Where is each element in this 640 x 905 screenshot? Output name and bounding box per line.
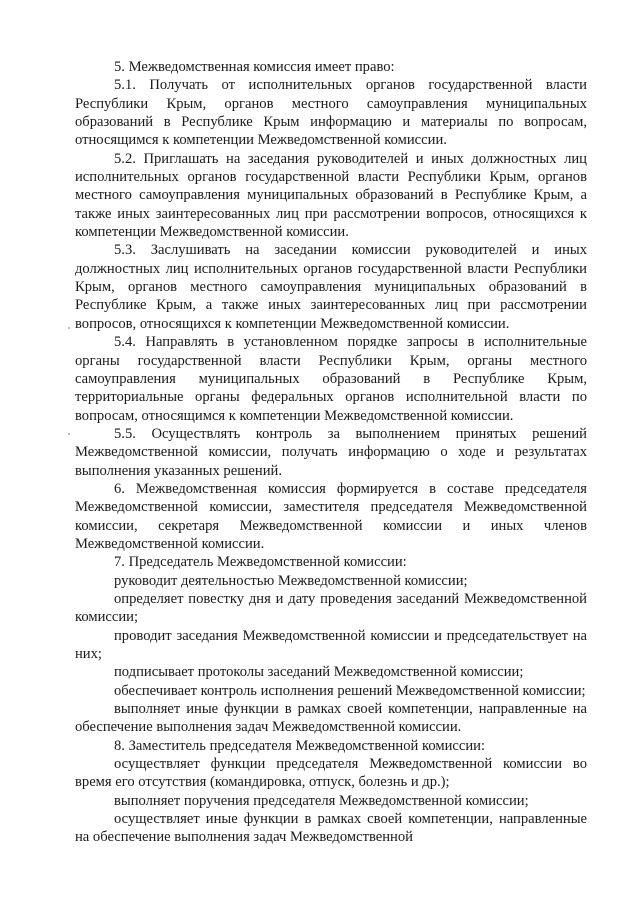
paragraph-7-item-4: подписывает протоколы заседаний Межведомственной комиссии; [114, 664, 524, 681]
paragraph-8-item-3: осуществляет иные функции в рамках своей компетенции, направленные на обеспечение выполнения задач Межведомственной [75, 811, 587, 846]
paragraph-6: 6. Межведомственная комиссия формируется в составе председателя Межведомственной комиссии, заместителя председателя Межведомственной комиссии, секретаря Межведомственной комиссии и иных членов Межведомственной комиссии. [75, 480, 587, 552]
paragraph-7: 7. Председатель Межведомственной комиссии: [114, 554, 407, 571]
paragraph-7-item-1: руководит деятельностью Межведомственной комиссии; [114, 572, 468, 589]
scan-dot [68, 433, 70, 435]
paragraph-5-2: 5.2. Приглашать на заседания руководителей и иных должностных лиц исполнительных органов государственной власти Республики Крым, органов местного самоуправления муниципальных образований в Республике Крым, а также иных заинтересованных лиц при рассмотрении вопросов, относящихся к компетенции Межведомственной комиссии. [75, 150, 587, 241]
paragraph-5-5: 5.5. Осуществлять контроль за выполнением принятых решений Межведомственной комиссии, получать информацию о ходе и результатах выполнения указанных решений. [75, 425, 587, 479]
paragraph-8-item-1: осуществляет функции председателя Межведомственной комиссии во время его отсутствия (командировка, отпуск, болезнь и др.); [75, 756, 587, 791]
scan-dot [68, 327, 70, 329]
paragraph-7-item-6: выполняет иные функции в рамках своей компетенции, направленные на обеспечение выполнения задач Межведомственной комиссии. [75, 701, 587, 736]
document-body [75, 58, 587, 847]
paragraph-8: 8. Заместитель председателя Межведомственной комиссии: [114, 737, 486, 754]
paragraph-5-3: 5.3. Заслушивать на заседании комиссии руководителей и иных должностных лиц исполнительных органов государственной власти Республики Крым, органов местного самоуправления муниципальных образований в Республике Крым, а также иных заинтересованных лиц при рассмотрении вопросов, относящихся к компетенции Межведомственной комиссии. [75, 242, 587, 332]
paragraph-7-item-5: обеспечивает контроль исполнения решений Межведомственной комиссии; [114, 682, 586, 699]
paragraph-5: 5. Межведомственная комиссия имеет право: [114, 59, 395, 75]
paragraph-8-item-2: выполняет поручения председателя Межведомственной комиссии; [114, 792, 529, 809]
paragraph-5-4: 5.4. Направлять в установленном порядке запросы в исполнительные органы государственной власти Республики Крым, органы местного самоуправления муниципальных образований в Республике Крым, территориальные органы федеральных органов исполнительной власти по вопросам, относящимся к компетенции Межведомственной комиссии. [75, 334, 587, 424]
paragraph-7-item-3: проводит заседания Межведомственной комиссии и председательствует на них; [75, 627, 587, 662]
paragraph-5-1: 5.1. Получать от исполнительных органов государственной власти Республики Крым, органов местного самоуправления муниципальных образований в Республике Крым информацию и материалы по вопросам, относящимся к компетенции Межведомственной комиссии. [75, 77, 587, 149]
paragraph-7-item-2: определяет повестку дня и дату проведения заседаний Межведомственной комиссии; [75, 590, 587, 626]
